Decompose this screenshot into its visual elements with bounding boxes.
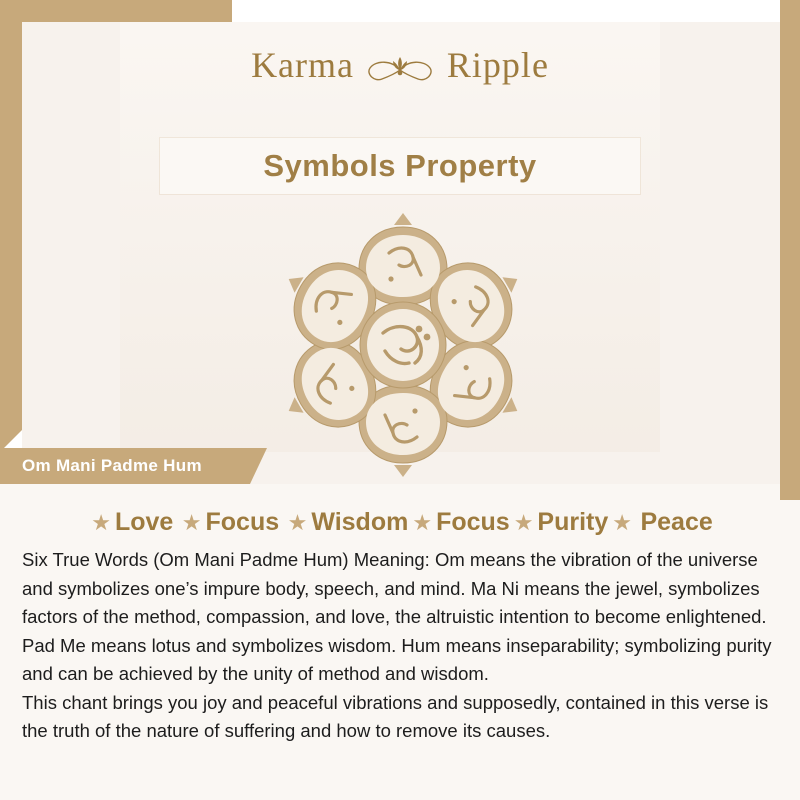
- keyword-love: Love: [114, 508, 174, 536]
- description-block: [22, 546, 784, 746]
- keyword-focus-1: Focus: [205, 508, 280, 536]
- description-paragraph-1: Six True Words (Om Mani Padme Hum) Meaning: Om means the vibration of the universe and symbolizes one’s impure body, speech, and mind. Ma Ni means the jewel, symbolizes factors of the method, compassion, and love, the altruistic intention to become enlightened. Pad Me means lotus and symbolizes wisdom. Hum means inseparability; symbolizing purity and can be achieved by the unity of method and wisdom.: [22, 549, 772, 684]
- brand-logo: [0, 44, 800, 94]
- keyword-wisdom: Wisdom: [311, 508, 409, 536]
- star-icon: ★: [612, 509, 633, 535]
- keyword-row: [22, 508, 778, 544]
- decor-band-top-left: [0, 0, 232, 22]
- lotus-infinity-icon: [364, 51, 436, 94]
- mantra-tab-label: Om Mani Padme Hum: [22, 456, 202, 475]
- keyword-focus-2: Focus: [436, 508, 510, 536]
- star-icon: ★: [513, 509, 534, 535]
- star-icon: ★: [412, 509, 433, 535]
- star-icon: ★: [181, 509, 202, 535]
- page-title: Symbols Property: [263, 148, 537, 183]
- keyword-peace: Peace: [640, 508, 713, 536]
- star-icon: ★: [91, 509, 111, 535]
- lotus-mandala-icon: [258, 205, 548, 480]
- star-icon: ★: [287, 509, 308, 535]
- brand-name-left: Karma: [251, 45, 355, 85]
- keyword-purity: Purity: [537, 508, 609, 536]
- brand-name-right: Ripple: [446, 45, 549, 85]
- description-paragraph-2: This chant brings you joy and peaceful vibrations and supposedly, contained in this verse is the truth of the nature of suffering and how to remove its causes.: [22, 691, 769, 741]
